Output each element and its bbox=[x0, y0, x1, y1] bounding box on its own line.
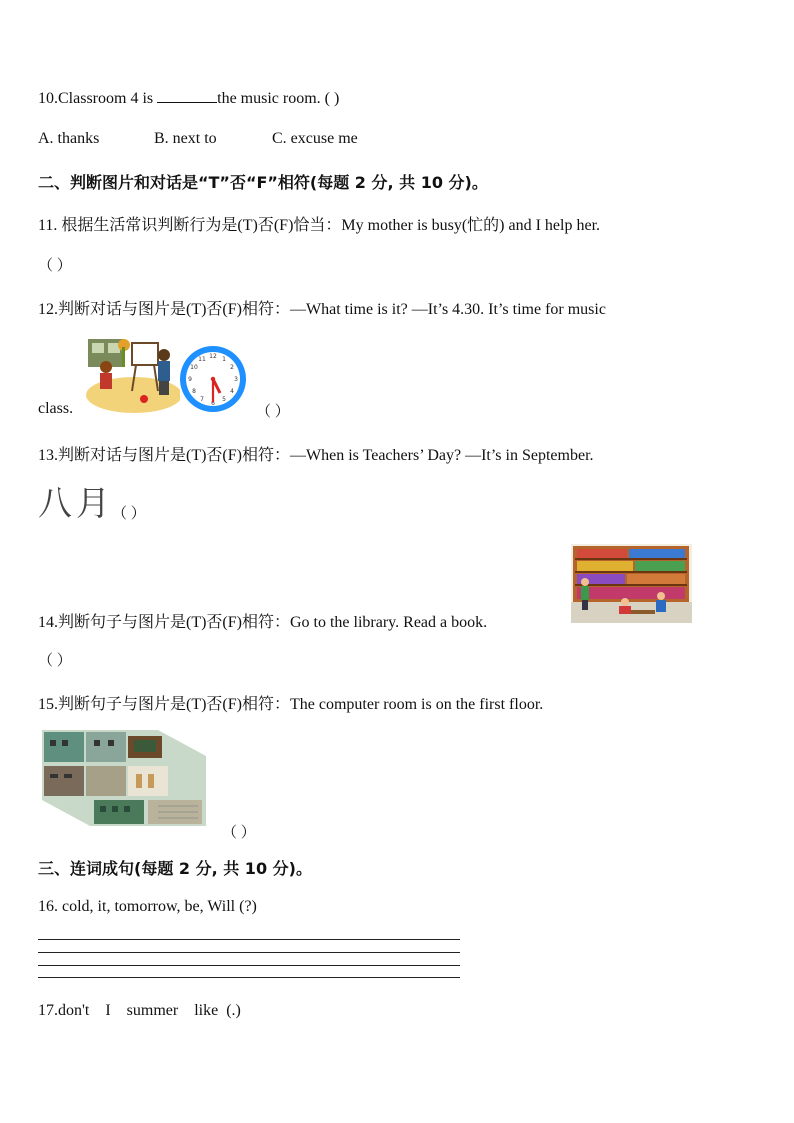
q10-options bbox=[38, 130, 99, 148]
q10-text-before: 10.Classroom 4 is bbox=[38, 90, 158, 107]
question-12: 12.判断对话与图片是(T)否(F)相符：—What time is it? —It’s 4.30. It’s time for music bbox=[38, 301, 606, 318]
q15-answer-paren[interactable]: （ ） bbox=[222, 825, 256, 841]
music-class-illustration bbox=[84, 333, 180, 413]
library-picture bbox=[571, 544, 692, 623]
section-2-title: 二、判断图片和对话是“T”否“F”相符(每题 2 分, 共 10 分)。 bbox=[38, 173, 488, 192]
svg-text:11: 11 bbox=[198, 356, 206, 363]
q10-text-after: the music room. ( ) bbox=[217, 90, 340, 107]
school-cutaway-illustration bbox=[38, 726, 210, 830]
question-11: 11. 根据生活常识判断行为是(T)否(F)恰当：My mother is busy(忙的) and I help her. bbox=[38, 217, 601, 234]
svg-text:12: 12 bbox=[209, 353, 217, 360]
question-13: 13.判断对话与图片是(T)否(F)相符：—When is Teachers’ Day? —It’s in September. bbox=[38, 447, 594, 464]
svg-text:5: 5 bbox=[222, 396, 226, 403]
option-a[interactable]: A. thanks bbox=[38, 130, 100, 147]
answer-line-3[interactable] bbox=[38, 965, 460, 966]
answer-line-2[interactable] bbox=[38, 952, 460, 953]
svg-text:3: 3 bbox=[234, 376, 238, 383]
q12-text-tail: class. bbox=[38, 400, 74, 417]
music-class-picture bbox=[84, 333, 180, 413]
svg-text:7: 7 bbox=[200, 396, 204, 403]
question-10 bbox=[38, 88, 339, 108]
clock-icon bbox=[178, 344, 248, 414]
q13-answer-paren[interactable]: （ ） bbox=[112, 506, 146, 522]
q12-answer-paren[interactable]: （ ） bbox=[256, 404, 290, 420]
question-15: 15.判断句子与图片是(T)否(F)相符：The computer room is on the first floor. bbox=[38, 696, 544, 713]
svg-text:8: 8 bbox=[192, 388, 196, 395]
q14-answer-paren[interactable]: （ ） bbox=[38, 653, 72, 669]
august-image-text: 八月 bbox=[38, 484, 114, 524]
library-illustration bbox=[571, 544, 692, 623]
answer-line-4[interactable] bbox=[38, 977, 460, 978]
question-17: 17.don't I summer like (.) bbox=[38, 1002, 241, 1019]
school-building-picture bbox=[38, 726, 210, 830]
svg-text:9: 9 bbox=[188, 376, 192, 383]
svg-text:4: 4 bbox=[230, 388, 234, 395]
svg-text:10: 10 bbox=[190, 364, 198, 371]
question-16: 16. cold, it, tomorrow, be, Will (?) bbox=[38, 898, 257, 915]
question-14: 14.判断句子与图片是(T)否(F)相符：Go to the library. Read a book. bbox=[38, 614, 488, 631]
answer-line-1[interactable] bbox=[38, 939, 460, 940]
q10-option-b-wrap bbox=[154, 130, 217, 148]
q10-option-c-wrap bbox=[272, 130, 358, 148]
clock-picture bbox=[178, 344, 248, 414]
svg-text:1: 1 bbox=[222, 356, 226, 363]
svg-text:2: 2 bbox=[230, 364, 234, 371]
q11-answer-paren[interactable]: （ ） bbox=[38, 258, 72, 274]
answer-blank[interactable] bbox=[157, 88, 217, 103]
section-3-title: 三、连词成句(每题 2 分, 共 10 分)。 bbox=[38, 859, 312, 878]
option-c[interactable]: C. excuse me bbox=[272, 130, 358, 147]
svg-text:6: 6 bbox=[211, 400, 215, 407]
option-b[interactable]: B. next to bbox=[154, 130, 217, 147]
